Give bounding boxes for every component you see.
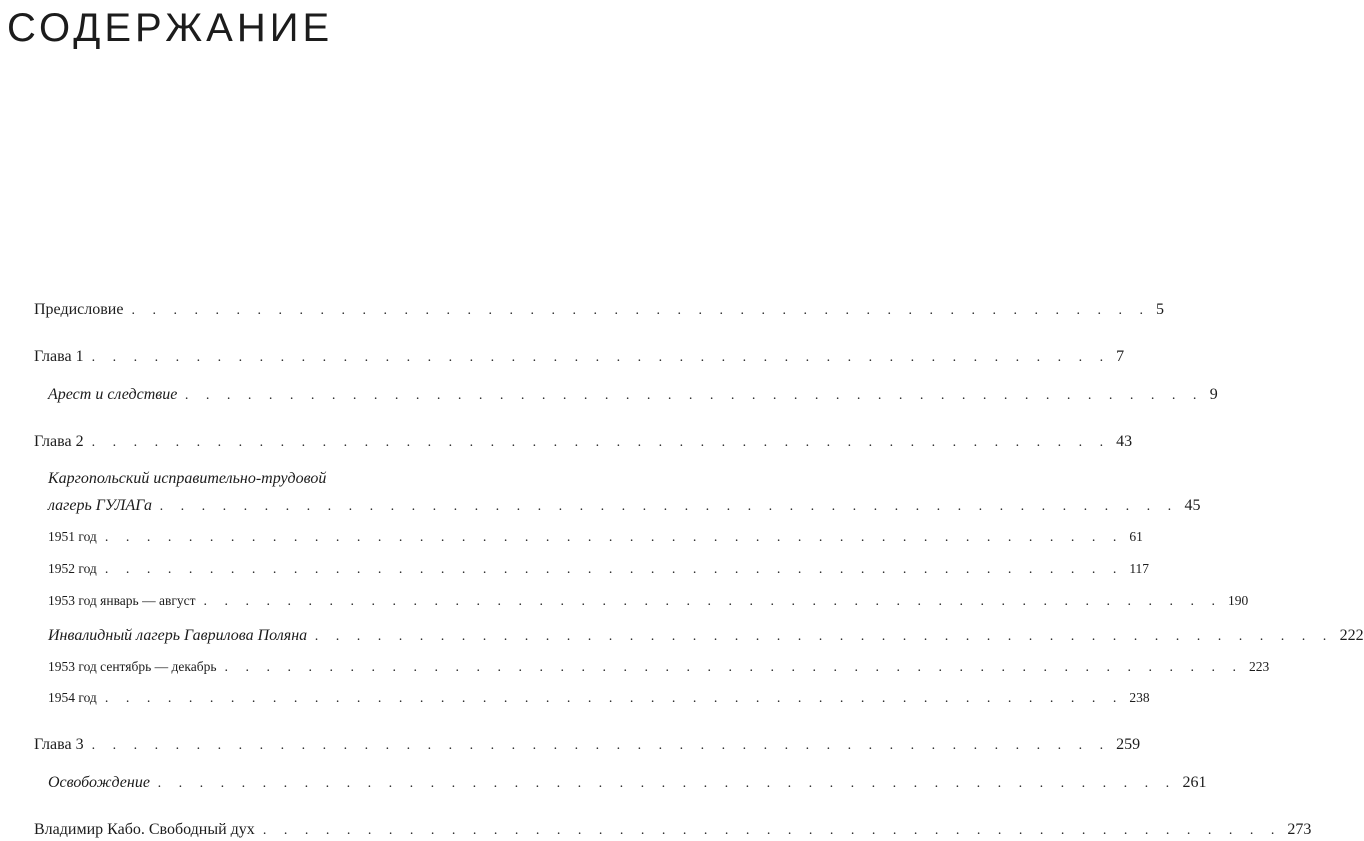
leader-dots: . . . . . . . . . . . . . . . . . . . . . . . . . . . . . . . . . . . . . . . . . . . . . . . . . xyxy=(203,594,1223,609)
toc-entry-label-line1: Каргопольский исправительно-трудовой xyxy=(48,470,327,487)
toc-entry-label: Предисловие xyxy=(34,301,124,318)
toc-entry-page: 9 xyxy=(1209,386,1218,403)
toc-entry-label: Глава 2 xyxy=(34,433,84,450)
toc-entry-label: Арест и следствие xyxy=(48,386,178,403)
leader-dots: . . . . . . . . . . . . . . . . . . . . . . . . . . . . . . . . . . . . . . . . . . . . . . . . . xyxy=(91,350,1111,365)
leader-dots: . . . . . . . . . . . . . . . . . . . . . . . . . . . . . . . . . . . . . . . . . . . . . . . . . xyxy=(224,660,1243,675)
leader-dots: . . . . . . . . . . . . . . . . . . . . . . . . . . . . . . . . . . . . . . . . . . . . . . . . . xyxy=(104,691,1124,706)
leader-dots: . . . . . . . . . . . . . . . . . . . . . . . . . . . . . . . . . . . . . . . . . . . . . . . . . xyxy=(262,823,1282,838)
toc-entry-page: 117 xyxy=(1129,561,1150,576)
toc-entry-invalid-camp[interactable] xyxy=(48,626,1364,647)
toc-entry-1951[interactable] xyxy=(48,527,1143,548)
toc-entry-label: 1953 год сентябрь — декабрь xyxy=(48,659,217,674)
toc-entry-page: 61 xyxy=(1129,529,1143,544)
toc-entry-page: 273 xyxy=(1287,821,1312,838)
toc-entry-page: 259 xyxy=(1116,736,1141,753)
toc-entry-page: 261 xyxy=(1182,774,1207,791)
toc-entry-page: 45 xyxy=(1184,497,1201,514)
toc-entry-arrest[interactable] xyxy=(48,385,1218,406)
toc-entry-label: 1951 год xyxy=(48,529,97,544)
leader-dots: . . . . . . . . . . . . . . . . . . . . . . . . . . . . . . . . . . . . . . . . . . . . . . . . . xyxy=(185,388,1204,403)
toc-entry-label: Инвалидный лагерь Гаврилова Поляна xyxy=(48,627,308,644)
toc-entry-kargopol[interactable] xyxy=(48,496,1201,517)
toc-entry-label: Глава 1 xyxy=(34,348,84,365)
toc-entry-chapter-1[interactable] xyxy=(34,347,1125,368)
leader-dots: . . . . . . . . . . . . . . . . . . . . . . . . . . . . . . . . . . . . . . . . . . . . . . . . . xyxy=(91,738,1111,753)
toc-entry-page: 43 xyxy=(1116,433,1133,450)
leader-dots: . . . . . . . . . . . . . . . . . . . . . . . . . . . . . . . . . . . . . . . . . . . . . . . . . xyxy=(315,629,1334,644)
toc-entry-1952[interactable] xyxy=(48,559,1150,580)
leader-dots: . . . . . . . . . . . . . . . . . . . . . . . . . . . . . . . . . . . . . . . . . . . . . . . . . xyxy=(131,303,1150,318)
toc-entry-page: 222 xyxy=(1339,627,1364,644)
toc-entry-label: Владимир Кабо. Свободный дух xyxy=(34,821,255,838)
toc-entry-preface[interactable] xyxy=(34,300,1164,321)
toc-entry-page: 7 xyxy=(1116,348,1125,365)
toc-entry-1954[interactable] xyxy=(48,688,1150,709)
toc-entry-page: 238 xyxy=(1129,690,1150,705)
toc-entry-1953-sep-dec[interactable] xyxy=(48,657,1270,678)
toc-entry-afterword[interactable] xyxy=(34,820,1312,841)
page-title: СОДЕРЖАНИЕ xyxy=(7,6,334,50)
toc-entry-label: 1952 год xyxy=(48,561,97,576)
toc-entry-label: Глава 3 xyxy=(34,736,84,753)
leader-dots: . . . . . . . . . . . . . . . . . . . . . . . . . . . . . . . . . . . . . . . . . . . . . . . . . xyxy=(157,776,1177,791)
leader-dots: . . . . . . . . . . . . . . . . . . . . . . . . . . . . . . . . . . . . . . . . . . . . . . . . . xyxy=(91,435,1111,450)
toc-entry-chapter-2[interactable] xyxy=(34,432,1133,453)
toc-entry-release[interactable] xyxy=(48,773,1207,794)
leader-dots: . . . . . . . . . . . . . . . . . . . . . . . . . . . . . . . . . . . . . . . . . . . . . . . . . xyxy=(104,562,1124,577)
toc-entry-label: 1953 год январь — август xyxy=(48,593,196,608)
toc-entry-1953-jan-aug[interactable] xyxy=(48,591,1249,612)
toc-entry-page: 5 xyxy=(1155,301,1164,318)
toc-entry-page: 223 xyxy=(1249,659,1270,674)
toc-entry-page: 190 xyxy=(1228,593,1249,608)
toc-entry-label: Освобождение xyxy=(48,774,150,791)
leader-dots: . . . . . . . . . . . . . . . . . . . . . . . . . . . . . . . . . . . . . . . . . . . . . . . . . xyxy=(159,499,1179,514)
toc-entry-label: 1954 год xyxy=(48,690,97,705)
leader-dots: . . . . . . . . . . . . . . . . . . . . . . . . . . . . . . . . . . . . . . . . . . . . . . . . . xyxy=(104,530,1124,545)
toc-entry-chapter-3[interactable] xyxy=(34,735,1141,756)
toc-entry-label: лагерь ГУЛАГа xyxy=(48,497,152,514)
